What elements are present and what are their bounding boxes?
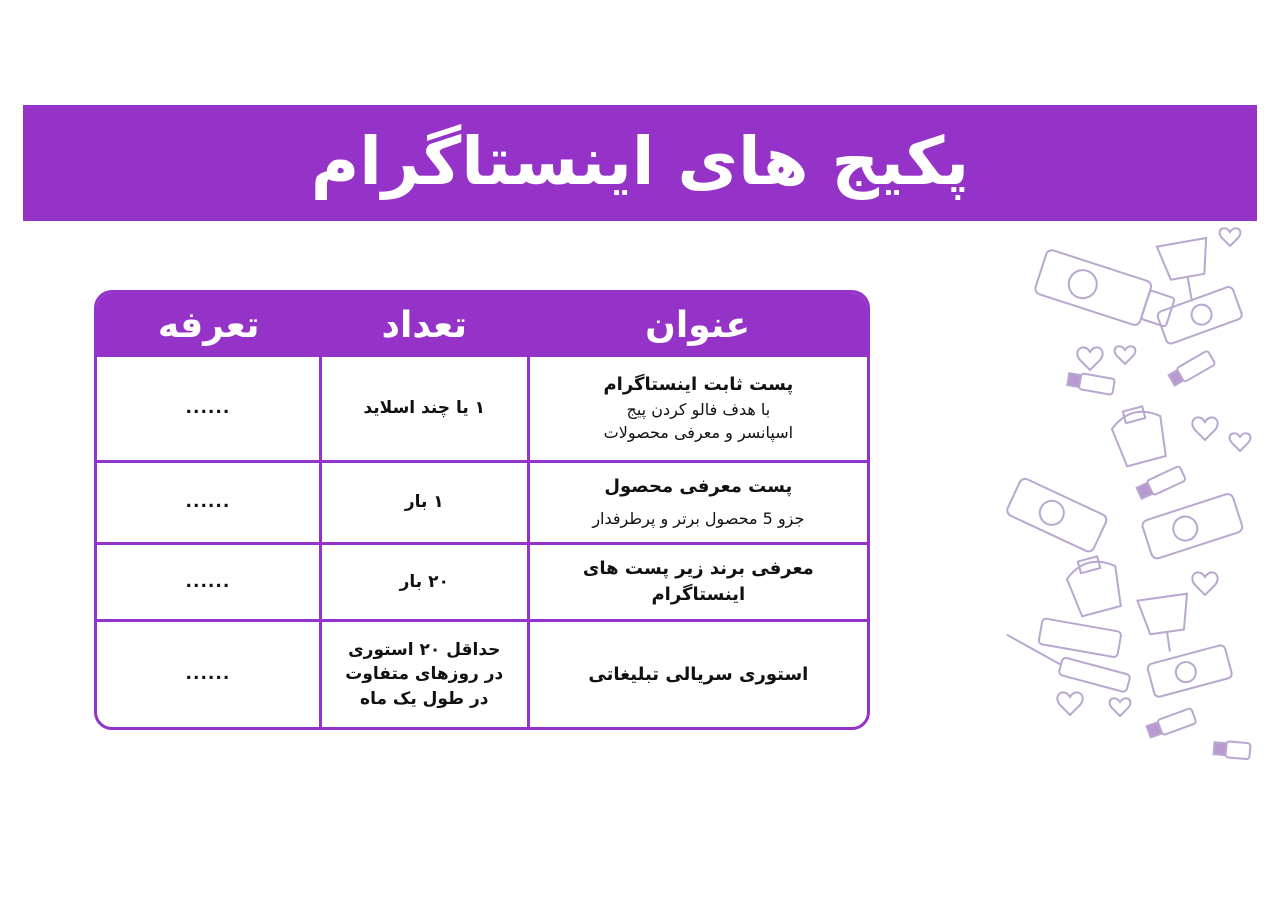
row-title: پست ثابت اینستاگرام: [603, 374, 794, 396]
table-row: [97, 543, 867, 621]
row-price-cell: [97, 461, 320, 543]
row-title: استوری سریالی تبلیغاتی: [588, 663, 809, 685]
cosmetics-doodle-icon: [990, 222, 1260, 762]
header-banner: [23, 105, 1257, 221]
row-price-cell: [97, 621, 320, 727]
header-price: تعرفه: [97, 293, 320, 357]
row-count: حداقل ۲۰ استوری: [348, 639, 501, 660]
row-count-cell: [320, 621, 528, 727]
row-count: ۱ یا چند اسلاید: [363, 397, 486, 418]
row-count: در روزهای متفاوت: [345, 664, 504, 685]
row-count-cell: [320, 543, 528, 621]
row-price-cell: [97, 357, 320, 461]
row-count: در طول یک ماه: [360, 688, 489, 709]
row-title-cell: [528, 357, 867, 461]
row-count-cell: [320, 357, 528, 461]
header-title: عنوان: [528, 293, 867, 357]
row-price: ......: [185, 491, 231, 512]
row-count: ۱ بار: [404, 491, 444, 512]
row-price: ......: [185, 664, 231, 685]
table-row: [97, 461, 867, 543]
table-row: [97, 621, 867, 727]
row-count-cell: [320, 461, 528, 543]
row-title-cell: [528, 543, 867, 621]
packages-table: [94, 290, 870, 730]
row-subtitle: با هدف فالو کردن پیج: [626, 400, 771, 420]
packages-table-grid: [97, 293, 867, 727]
header-count: تعداد: [320, 293, 528, 357]
row-title-cell: [528, 621, 867, 727]
row-price: ......: [185, 397, 231, 418]
row-title: پست معرفی محصول: [604, 476, 793, 498]
row-count: ۲۰ بار: [399, 571, 449, 592]
row-subtitle: جزو 5 محصول برتر و پرطرفدار: [592, 508, 805, 528]
row-title: معرفی برند زیر پست های اینستاگرام: [582, 557, 814, 605]
table-header-row: [97, 293, 867, 357]
row-price: ......: [185, 571, 231, 592]
row-title-cell: [528, 461, 867, 543]
row-subtitle: اسپانسر و معرفی محصولات: [603, 423, 794, 443]
row-price-cell: [97, 543, 320, 621]
table-row: [97, 357, 867, 461]
page-title: پکیج های اینستاگرام: [310, 122, 970, 200]
